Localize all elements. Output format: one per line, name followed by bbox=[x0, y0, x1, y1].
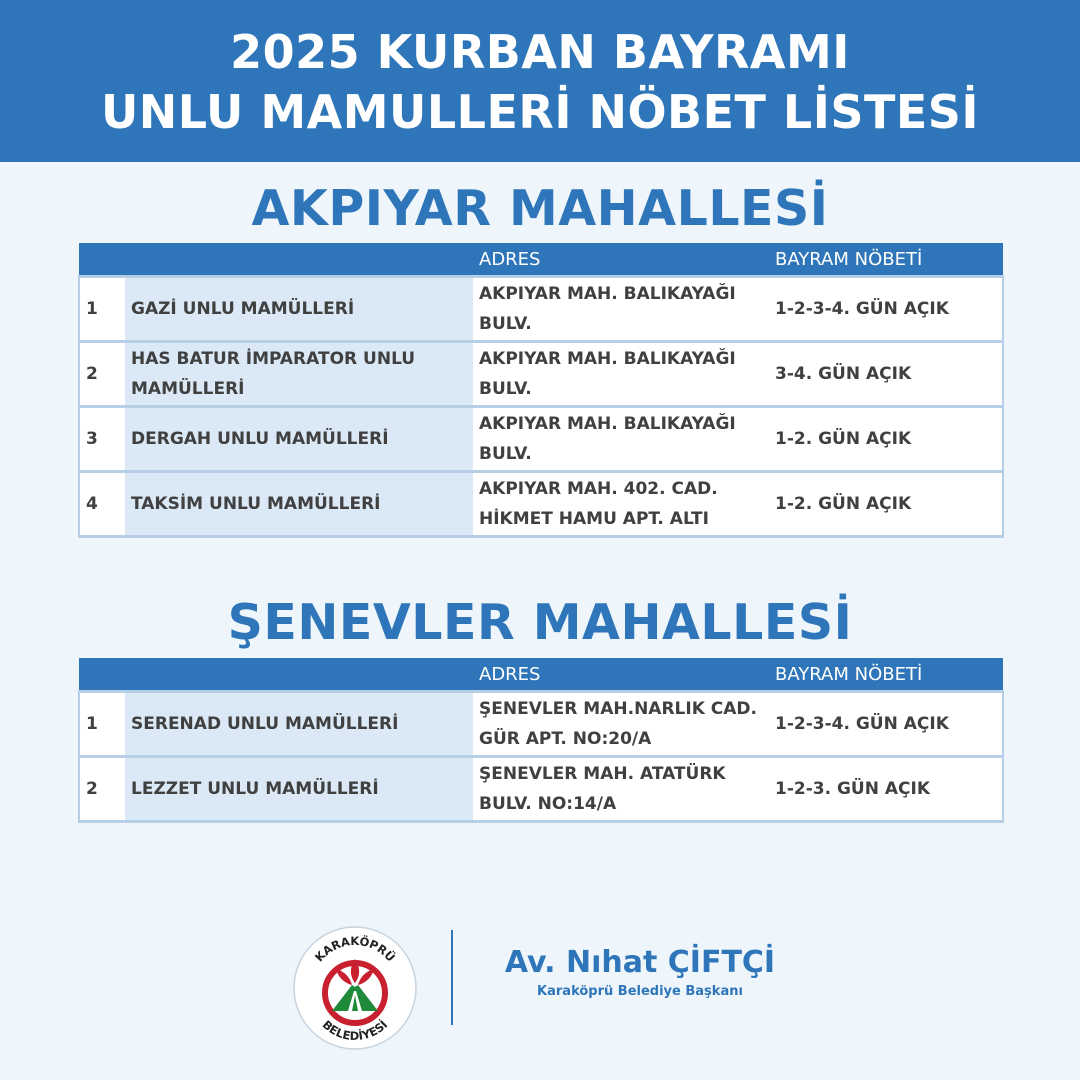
table-row bbox=[79, 342, 1003, 407]
bakery-address: ŞENEVLER MAH. ATATÜRK BULV. NO:14/A bbox=[473, 757, 769, 822]
municipality-logo bbox=[292, 925, 418, 1051]
row-number: 4 bbox=[79, 472, 125, 537]
bakery-shift: 1-2. GÜN AÇIK bbox=[769, 407, 1003, 472]
section-title-senevler: ŞENEVLER MAHALLESİ bbox=[227, 594, 853, 651]
header-title-line-2: UNLU MAMULLERİ NÖBET LİSTESİ bbox=[100, 85, 980, 139]
column-header-shift: BAYRAM NÖBETİ bbox=[769, 658, 1003, 692]
table-row bbox=[79, 472, 1003, 537]
row-number: 1 bbox=[79, 692, 125, 757]
header-banner bbox=[0, 0, 1080, 162]
table-row bbox=[79, 407, 1003, 472]
column-header-shift: BAYRAM NÖBETİ bbox=[769, 243, 1003, 277]
header-title-line-1: 2025 KURBAN BAYRAMI bbox=[230, 25, 850, 79]
column-header-address: ADRES bbox=[473, 243, 769, 277]
bakery-address: AKPIYAR MAH. BALIKAYAĞI BULV. bbox=[473, 342, 769, 407]
municipality-seal-icon bbox=[292, 925, 418, 1051]
column-header-name bbox=[125, 243, 473, 277]
table-header-row bbox=[79, 658, 1003, 692]
akpiyar-table bbox=[78, 243, 1004, 538]
bakery-name: SERENAD UNLU MAMÜLLERİ bbox=[125, 692, 473, 757]
footer-divider bbox=[451, 930, 453, 1025]
bakery-shift: 1-2. GÜN AÇIK bbox=[769, 472, 1003, 537]
bakery-address: AKPIYAR MAH. BALIKAYAĞI BULV. bbox=[473, 277, 769, 342]
logo-top-text: KARAKÖPRÜ bbox=[312, 933, 398, 965]
row-number: 2 bbox=[79, 757, 125, 822]
bakery-shift: 1-2-3. GÜN AÇIK bbox=[769, 757, 1003, 822]
bakery-name: TAKSİM UNLU MAMÜLLERİ bbox=[125, 472, 473, 537]
column-header-address: ADRES bbox=[473, 658, 769, 692]
table-header-row bbox=[79, 243, 1003, 277]
bakery-address: AKPIYAR MAH. BALIKAYAĞI BULV. bbox=[473, 407, 769, 472]
table-row bbox=[79, 692, 1003, 757]
table-row bbox=[79, 277, 1003, 342]
bakery-shift: 1-2-3-4. GÜN AÇIK bbox=[769, 692, 1003, 757]
bakery-name: HAS BATUR İMPARATOR UNLU MAMÜLLERİ bbox=[125, 342, 473, 407]
senevler-table bbox=[78, 658, 1004, 823]
mayor-title: Karaköprü Belediye Başkanı bbox=[537, 984, 743, 999]
bakery-shift: 3-4. GÜN AÇIK bbox=[769, 342, 1003, 407]
table-row bbox=[79, 757, 1003, 822]
bakery-address: ŞENEVLER MAH.NARLIK CAD. GÜR APT. NO:20/A bbox=[473, 692, 769, 757]
row-number: 3 bbox=[79, 407, 125, 472]
logo-bottom-text: BELEDİYESİ bbox=[319, 1017, 391, 1044]
column-header-name bbox=[125, 658, 473, 692]
row-number: 2 bbox=[79, 342, 125, 407]
bakery-name: LEZZET UNLU MAMÜLLERİ bbox=[125, 757, 473, 822]
column-header-no bbox=[79, 658, 125, 692]
bakery-name: DERGAH UNLU MAMÜLLERİ bbox=[125, 407, 473, 472]
section-title-akpiyar: AKPIYAR MAHALLESİ bbox=[251, 180, 829, 237]
bakery-name: GAZİ UNLU MAMÜLLERİ bbox=[125, 277, 473, 342]
bakery-shift: 1-2-3-4. GÜN AÇIK bbox=[769, 277, 1003, 342]
row-number: 1 bbox=[79, 277, 125, 342]
mayor-name: Av. Nıhat ÇİFTÇİ bbox=[504, 945, 776, 980]
column-header-no bbox=[79, 243, 125, 277]
bakery-address: AKPIYAR MAH. 402. CAD. HİKMET HAMU APT. ALTI bbox=[473, 472, 769, 537]
